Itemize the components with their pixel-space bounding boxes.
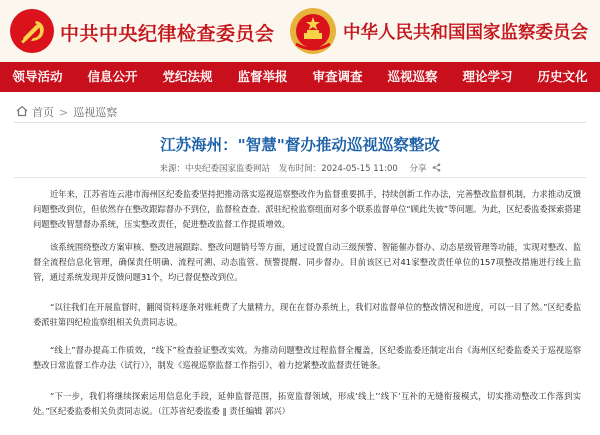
article-title: 江苏海州："智慧"督办推动巡视巡察整改 (160, 136, 440, 154)
nav-item-history[interactable]: 历史文化 (537, 69, 588, 84)
article-paragraph: “以往我们在开展监督时，翻阅资料逐条对账耗费了大量精力，现在在督办系统上，我们对监督单位的整改情况和进度，可以一目了然。”区纪委监委派驻第四纪检监察组相关负责同志说。 (33, 302, 581, 327)
nav-item-regulations[interactable]: 党纪法规 (162, 69, 213, 84)
divider (14, 122, 586, 123)
share-icon (432, 163, 441, 172)
site-title-ccdi[interactable]: 中共中央纪律检查委员会 (60, 23, 275, 45)
party-emblem-icon (9, 8, 55, 54)
divider (14, 177, 586, 178)
article-paragraph: 近年来，江苏省连云港市海州区纪委监委坚持把推动落实巡视巡察整改作为监督重要抓手，持续创新工作办法，完善整改监督机制，力求推动反馈问题整改到位，但依然存在整改跟踪督办不到位，监督检查查、派驻纪检监察组面对多个联系监督单位“顾此失彼”等问题。为此，区纪委监委探索搭建问题整改智慧督办系统，压实整改责任，促进整改监督工作提质增效。 (33, 189, 582, 229)
nav-item-leadership[interactable]: 领导活动 (12, 69, 63, 84)
article-paragraph: 该系统围绕整改方案审核、整改进展跟踪、整改问题销号等方面，通过设置自动三级预警、智能催办督办、动态星级管理等功能，实现对整改、监督全流程信息化管理，确保责任明确、流程可溯、动态监管、预警提醒、同步督办。目前该区已对41家整改责任单位的157项整改措施进行线上监管，通过系统发现并反馈问题31个，均已督促整改到位。 (33, 242, 582, 282)
article-paragraph: “下一步，我们将继续探索运用信息化手段，延伸监督范围，拓宽监督领域，形成‘线上’‘线下’互补的无缝衔接模式，切实推动整改工作落到实处。”区纪委监委相关负责同志说。（江苏省纪委监委 ‖ 责任编辑 郭兴） (33, 391, 581, 416)
home-icon (16, 105, 28, 117)
site-title-nsc[interactable]: 中华人民共和国国家监察委员会 (343, 23, 588, 43)
breadcrumb-home[interactable]: 首页 (32, 106, 54, 119)
share-label: 分享 (409, 164, 427, 174)
breadcrumb-separator-icon: > (59, 106, 69, 119)
article-source: 来源：中央纪委国家监委网站 (159, 164, 270, 174)
breadcrumb-section[interactable]: 巡视巡察 (73, 106, 118, 119)
nav-item-info-disclosure[interactable]: 信息公开 (87, 69, 138, 84)
article-meta (0, 162, 600, 174)
nav-item-theory[interactable]: 理论学习 (462, 69, 513, 84)
article-paragraph: “线上”督办提高工作质效，“线下”检查验证整改实效。为推动问题整改过程监督全覆盖，区纪委监委还制定出台《海州区纪委监委关于巡视巡察整改日常监督工作办法（试行）》，制发《巡视巡察监督工作指引》，着力挖紧整改监督责任链条。 (33, 345, 581, 370)
nav-item-inspection[interactable]: 巡视巡察 (387, 69, 438, 84)
article-time: 发布时间：2024-05-15 11:00 (278, 164, 398, 174)
breadcrumb (16, 104, 117, 120)
site-header (0, 0, 600, 62)
share-button[interactable] (407, 164, 441, 174)
nav-item-report[interactable]: 监督举报 (237, 69, 288, 84)
nav-item-investigation[interactable]: 审查调查 (312, 69, 363, 84)
main-nav (0, 62, 600, 92)
national-emblem-icon (288, 6, 338, 56)
